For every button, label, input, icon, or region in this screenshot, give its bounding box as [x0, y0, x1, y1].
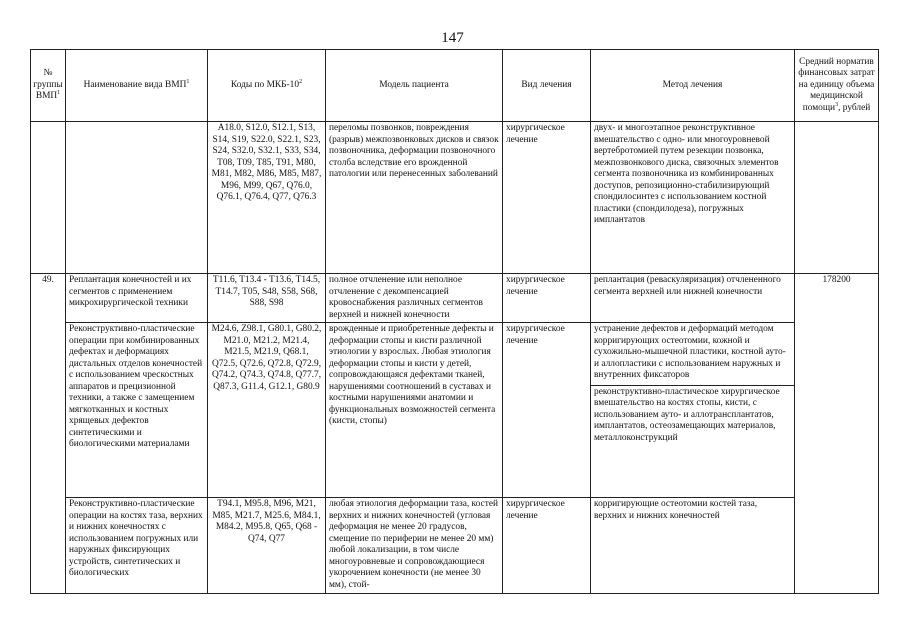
cell-group-no — [31, 122, 66, 274]
table-row — [31, 274, 879, 323]
method-option-b: реконструктивно-пластическое хирургическое вмешательство на костях стопы, кисти, с использованием ауто- и аллотрансплантатов, имплантатов, остеозамещающих материалов, металлоконструкций — [594, 386, 780, 443]
cell-icd-codes: M24.6, Z98.1, G80.1, G80.2, M21.0, M21.2, M21.4, M21.5, M21.9, Q68.1, Q72.5, Q72.6, Q72.8, Q72.9, Q74.2, Q74.3, Q74.8, Q77.7, Q87.3, G11.4, G12.1, G80.9 — [208, 323, 326, 498]
header-icd-codes: Коды по МКБ-$10^2$ — [208, 50, 326, 122]
cell-vmp-name: Реконструктивно-пластические операции на костях таза, верхних и нижних конечностях с использованием погружных или наружных фиксирующих устройств, синтетических и биологических — [66, 498, 208, 594]
cell-treatment-method — [591, 323, 795, 498]
header-group-no: № группы ВМП$^1$ — [31, 50, 66, 122]
cell-treatment-type: хирургическое лечение — [503, 122, 591, 274]
cell-treatment-type: хирургическое лечение — [503, 498, 591, 594]
cell-patient-model: полное отчленение или неполное отчленение с декомпенсацией кровоснабжения различных сегментов верхней и нижней конечности — [326, 274, 503, 323]
header-treatment-method: Метод лечения — [591, 50, 795, 122]
cell-treatment-type: хирургическое лечение — [503, 274, 591, 323]
cell-vmp-name: Реплантация конечностей и их сегментов с применением микрохирургической техники — [66, 274, 208, 323]
cell-vmp-name — [66, 122, 208, 274]
header-financial-standard: Средний норматив финансовых затрат на единицу объема медицинской помощи$^3$, рублей — [795, 50, 879, 122]
cell-group-no: 49. — [31, 274, 66, 594]
table-row — [31, 323, 879, 498]
cell-treatment-type: хирургическое лечение — [503, 323, 591, 498]
cell-patient-model: врожденные и приобретенные дефекты и деформации стопы и кисти различной этиологии у взрослых. Любая этиология деформации стопы и кисти у детей, сопровождающаяся дефектами тканей, нарушениями соотношений в суставах и костными нарушениями анатомии и функциональных возможностей сегмента (кисти, стопы) — [326, 323, 503, 498]
cell-patient-model: любая этиология деформации таза, костей верхних и нижних конечностей (угловая деформация не менее 20 градусов, смещение по периферии не менее 20 мм) любой локализации, в том числе многоуровневые и сопровождающиеся укорочением конечности (не менее 30 мм), стой- — [326, 498, 503, 594]
cell-vmp-name: Реконструктивно-пластические операции при комбинированных дефектах и деформациях дистальных отделов конечностей с использованием чрескостных аппаратов и прецизионной техники, а также с замещением мягкотканных и костных хрящевых дефектов синтетическими и биологическими материалами — [66, 323, 208, 498]
header-row — [31, 50, 879, 122]
cell-treatment-method: реплантация (реваскуляризация) отчлененного сегмента верхней или нижней конечности — [591, 274, 795, 323]
table-row — [31, 122, 879, 274]
header-treatment-type: Вид лечения — [503, 50, 591, 122]
cell-treatment-method: корригирующие остеотомии костей таза, верхних и нижних конечностей — [591, 498, 795, 594]
header-patient-model: Модель пациента — [326, 50, 503, 122]
cell-icd-codes: T94.1, M95.8, M96, M21, M85, M21.7, M25.6, M84.1, M84.2, M95.8, Q65, Q68 - Q74, Q77 — [208, 498, 326, 594]
vmp-table — [30, 49, 879, 594]
cell-icd-codes: A18.0, S12.0, S12.1, S13, S14, S19, S22.0, S22.1, S23, S24, S32.0, S32.1, S33, S34, T08, T09, T85, T91, M80, M81, M82, M86, M85, M87, M96, M99, Q67, Q76.0, Q76.1, Q76.4, Q77, Q76.3 — [208, 122, 326, 274]
method-option-a: устранение дефектов и деформаций методом корригирующих остеотомии, кожной и сухожильно-мышечной пластики, костной ауто- и аллопластики с использованием наружных и внутренних фиксаторов — [591, 323, 794, 386]
header-vmp-name: Наименование вида ВМП$^1$ — [66, 50, 208, 122]
cell-cost: 178200 — [795, 274, 879, 594]
cell-treatment-method: двух- и многоэтапное реконструктивное вмешательство с одно- или многоуровневой вертебротомией путем резекции позвонка, межпозвонкового диска, связочных элементов сегмента позвоночника из комбинированных доступов, репозиционно-стабилизирующий спондилосинтез с использованием костной пластики (спондилодеза), погружных имплантатов — [591, 122, 795, 274]
cell-patient-model: переломы позвонков, повреждения (разрыв) межпозвонковых дисков и связок позвоночника, деформации позвоночного столба вследствие его врожденной патологии или перенесенных заболеваний — [326, 122, 503, 274]
table-row — [31, 498, 879, 594]
cell-cost — [795, 122, 879, 274]
cell-icd-codes: T11.6, T13.4 - T13.6, T14.5, T14.7, T05, S48, S58, S68, S88, S98 — [208, 274, 326, 323]
page-number: 147 — [441, 30, 464, 46]
